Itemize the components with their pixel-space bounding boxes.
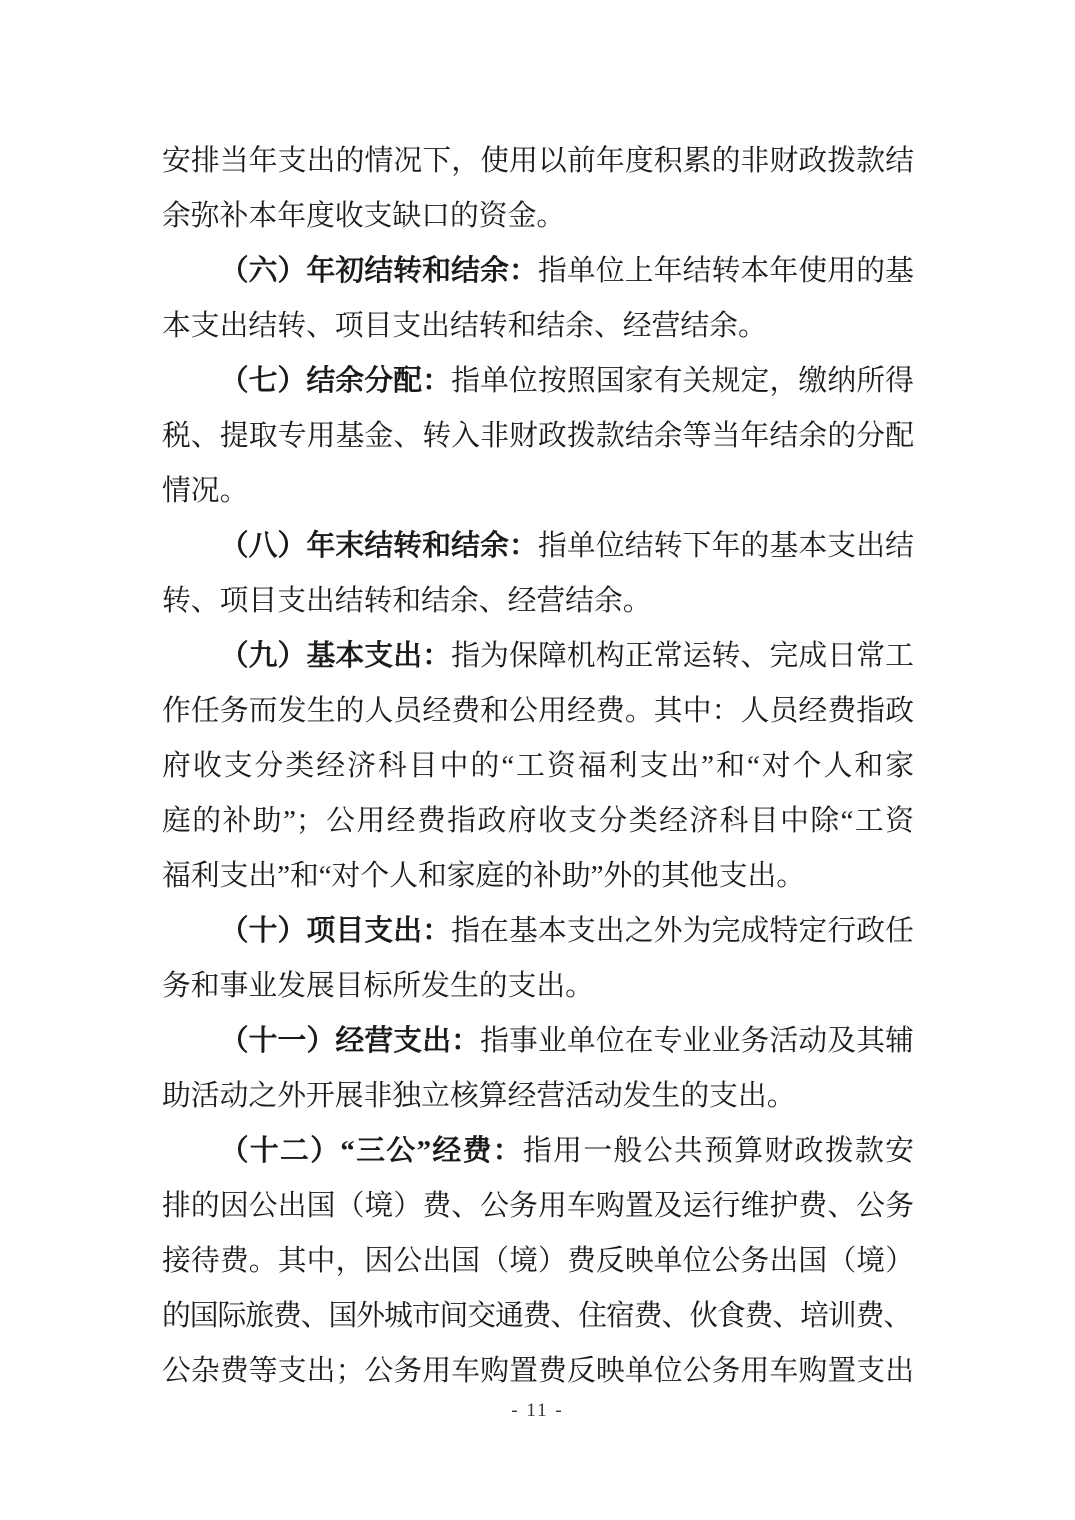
- text-run: 府收支分类经济科目中的“工资福利支出”和“对个人和家: [162, 750, 914, 782]
- text-run: 助活动之外开展非独立核算经营活动发生的支出。: [162, 1080, 796, 1112]
- text-line: [162, 1234, 914, 1289]
- paragraph-term-12-three-public-funds: [162, 1124, 914, 1399]
- text-line: [162, 519, 914, 574]
- text-run: 作任务而发生的人员经费和公用经费。其中：人员经费指政: [162, 695, 914, 727]
- text-line: [162, 354, 914, 409]
- text-line: [162, 189, 914, 244]
- text-run: 税、提取专用基金、转入非财政拨款结余等当年结余的分配: [162, 420, 914, 452]
- text-line: [162, 409, 914, 464]
- text-line: [162, 244, 914, 299]
- text-line: [162, 959, 914, 1014]
- paragraph-intro-continuation: [162, 134, 914, 244]
- text-line: [162, 684, 914, 739]
- text-run: 的国际旅费、国外城市间交通费、住宿费、伙食费、培训费、: [162, 1300, 912, 1332]
- page-number: - 11 -: [511, 1400, 564, 1421]
- text-line: [162, 1124, 914, 1179]
- text-run: 指为保障机构正常运转、完成日常工: [451, 640, 914, 672]
- term-heading: （六）年初结转和结余：: [219, 255, 538, 287]
- text-run: 公杂费等支出；公务用车购置费反映单位公务用车购置支出: [162, 1355, 914, 1387]
- paragraph-term-9-basic-expenditure: [162, 629, 914, 904]
- text-line: [162, 1289, 914, 1344]
- text-run: 指单位按照国家有关规定，缴纳所得: [451, 365, 914, 397]
- text-run: 指用一般公共预算财政拨款安: [522, 1135, 914, 1167]
- text-run: 指单位结转下年的基本支出结: [537, 530, 914, 562]
- text-line: [162, 629, 914, 684]
- text-run: 转、项目支出结转和结余、经营结余。: [162, 585, 652, 617]
- term-heading: （七）结余分配：: [219, 365, 452, 397]
- text-run: 指在基本支出之外为完成特定行政任: [451, 915, 914, 947]
- text-run: 指事业单位在专业业务活动及其辅: [480, 1025, 914, 1057]
- text-run: 庭的补助”；公用经费指政府收支分类经济科目中除“工资: [162, 805, 914, 837]
- text-line: [162, 849, 914, 904]
- term-heading: （八）年末结转和结余：: [219, 530, 538, 562]
- text-run: 排的因公出国（境）费、公务用车购置及运行维护费、公务: [162, 1190, 914, 1222]
- text-line: [162, 739, 914, 794]
- text-line: [162, 1179, 914, 1234]
- term-heading: （九）基本支出：: [219, 640, 452, 672]
- text-run: 福利支出”和“对个人和家庭的补助”外的其他支出。: [162, 860, 806, 892]
- text-run: 务和事业发展目标所发生的支出。: [162, 970, 594, 1002]
- paragraph-term-8-year-end-carryover: [162, 519, 914, 629]
- text-line: [162, 1344, 914, 1399]
- paragraph-term-11-operating-expenditure: [162, 1014, 914, 1124]
- text-line: [162, 464, 914, 519]
- text-line: [162, 1014, 914, 1069]
- text-line: [162, 574, 914, 629]
- text-run: 余弥补本年度收支缺口的资金。: [162, 200, 566, 232]
- text-run: 安排当年支出的情况下，使用以前年度积累的非财政拨款结: [162, 145, 914, 177]
- term-heading: （十二）“三公”经费：: [219, 1135, 523, 1167]
- text-line: [162, 794, 914, 849]
- term-heading: （十一）经营支出：: [219, 1025, 481, 1057]
- text-run: 本支出结转、项目支出结转和结余、经营结余。: [162, 310, 767, 342]
- text-line: [162, 299, 914, 354]
- document-text: [162, 134, 914, 1399]
- text-run: 指单位上年结转本年使用的基: [537, 255, 914, 287]
- paragraph-term-6-year-begin-carryover: [162, 244, 914, 354]
- text-line: [162, 1069, 914, 1124]
- paragraph-term-10-project-expenditure: [162, 904, 914, 1014]
- text-run: 情况。: [162, 475, 249, 507]
- paragraph-term-7-surplus-distribution: [162, 354, 914, 519]
- text-run: 接待费。其中，因公出国（境）费反映单位公务出国（境）: [162, 1245, 914, 1277]
- term-heading: （十）项目支出：: [219, 915, 452, 947]
- text-line: [162, 904, 914, 959]
- text-line: [162, 134, 914, 189]
